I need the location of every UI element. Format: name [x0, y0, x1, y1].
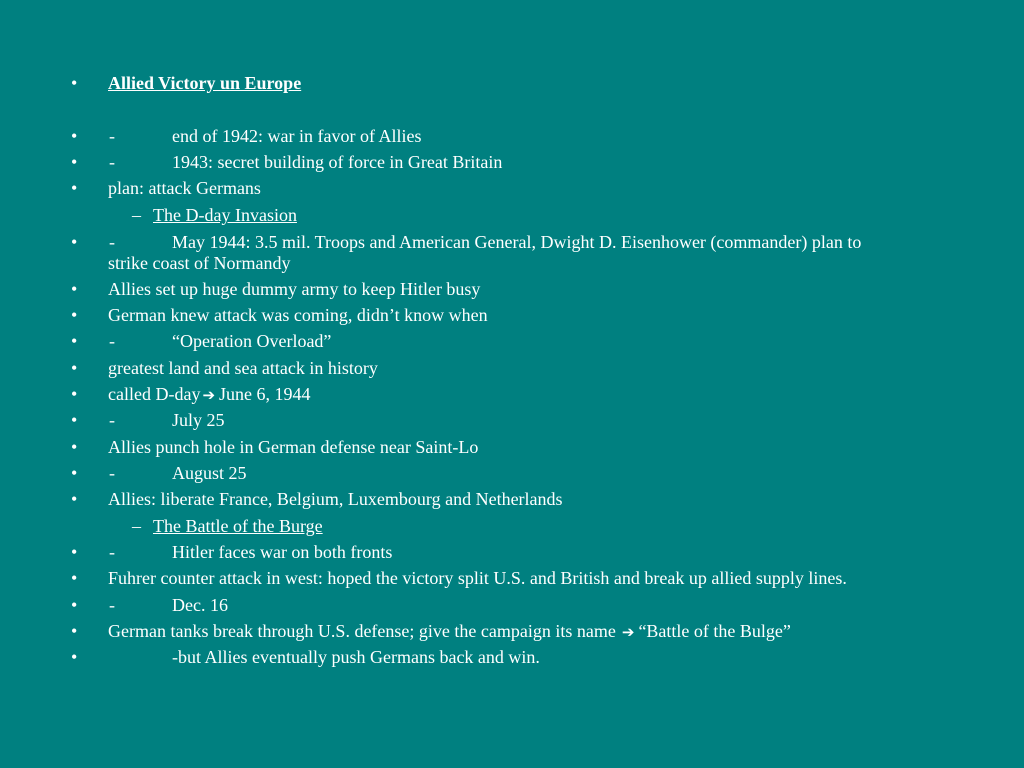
dash: - — [109, 152, 115, 172]
list-item-text: Allies set up huge dummy army to keep Hitler busy — [108, 279, 481, 299]
list-item-text-part: “Battle of the Bulge” — [638, 621, 791, 641]
dash: - — [109, 232, 115, 252]
list-item-text: end of 1942: war in favor of Allies — [172, 126, 422, 146]
list-item-text-part: called D-day — [108, 384, 201, 404]
bullet: • — [71, 73, 78, 93]
sub-marker: – — [132, 205, 141, 225]
list-item-text: -but Allies eventually push Germans back and win. — [172, 647, 540, 667]
list-item-text: May 1944: 3.5 mil. Troops and American General, Dwight D. Eisenhower (commander) plan to — [172, 232, 862, 252]
dash: - — [109, 410, 115, 430]
bullet: • — [71, 437, 78, 457]
list-item-text — [108, 621, 791, 643]
arrow-right-icon: ➔ — [202, 386, 216, 404]
bullet: • — [71, 568, 78, 588]
arrow-right-icon: ➔ — [621, 623, 635, 641]
bullet: • — [71, 489, 78, 509]
bullet: • — [71, 595, 78, 615]
list-item-text-part: June 6, 1944 — [219, 384, 311, 404]
bullet: • — [71, 621, 78, 641]
list-item-text — [108, 384, 311, 406]
list-item-text: greatest land and sea attack in history — [108, 358, 378, 378]
list-item-text-continued: strike coast of Normandy — [108, 253, 291, 273]
list-item-text: 1943: secret building of force in Great Britain — [172, 152, 503, 172]
bullet: • — [71, 305, 78, 325]
list-item-text: Fuhrer counter attack in west: hoped the victory split U.S. and British and break up allied supply lines. — [108, 568, 847, 588]
list-item-text: August 25 — [172, 463, 247, 483]
list-item-text-part: German tanks break through U.S. defense; give the campaign its name — [108, 621, 616, 641]
list-item-text: Allies punch hole in German defense near Saint-Lo — [108, 437, 479, 457]
bullet: • — [71, 331, 78, 351]
list-item-text: Hitler faces war on both fronts — [172, 542, 393, 562]
bullet: • — [71, 152, 78, 172]
bullet: • — [71, 126, 78, 146]
dash: - — [109, 126, 115, 146]
bullet: • — [71, 542, 78, 562]
bullet: • — [71, 232, 78, 252]
section-heading-bulge: The Battle of the Burge — [153, 516, 323, 536]
bullet: • — [71, 463, 78, 483]
list-item-text: “Operation Overload” — [172, 331, 332, 351]
list-item-text: Allies: liberate France, Belgium, Luxembourg and Netherlands — [108, 489, 563, 509]
list-item — [0, 232, 1024, 274]
list-item-text: Dec. 16 — [172, 595, 228, 615]
dash: - — [109, 331, 115, 351]
dash: - — [109, 463, 115, 483]
list-item-text: plan: attack Germans — [108, 178, 261, 198]
bullet: • — [71, 358, 78, 378]
bullet: • — [71, 410, 78, 430]
dash: - — [109, 542, 115, 562]
sub-marker: – — [132, 516, 141, 536]
bullet: • — [71, 647, 78, 667]
slide-title: Allied Victory un Europe — [108, 73, 302, 93]
bullet: • — [71, 279, 78, 299]
list-item-text: July 25 — [172, 410, 225, 430]
dash: - — [109, 595, 115, 615]
bullet: • — [71, 178, 78, 198]
section-heading-dday: The D-day Invasion — [153, 205, 297, 225]
bullet: • — [71, 384, 78, 404]
list-item-text: German knew attack was coming, didn’t know when — [108, 305, 488, 325]
